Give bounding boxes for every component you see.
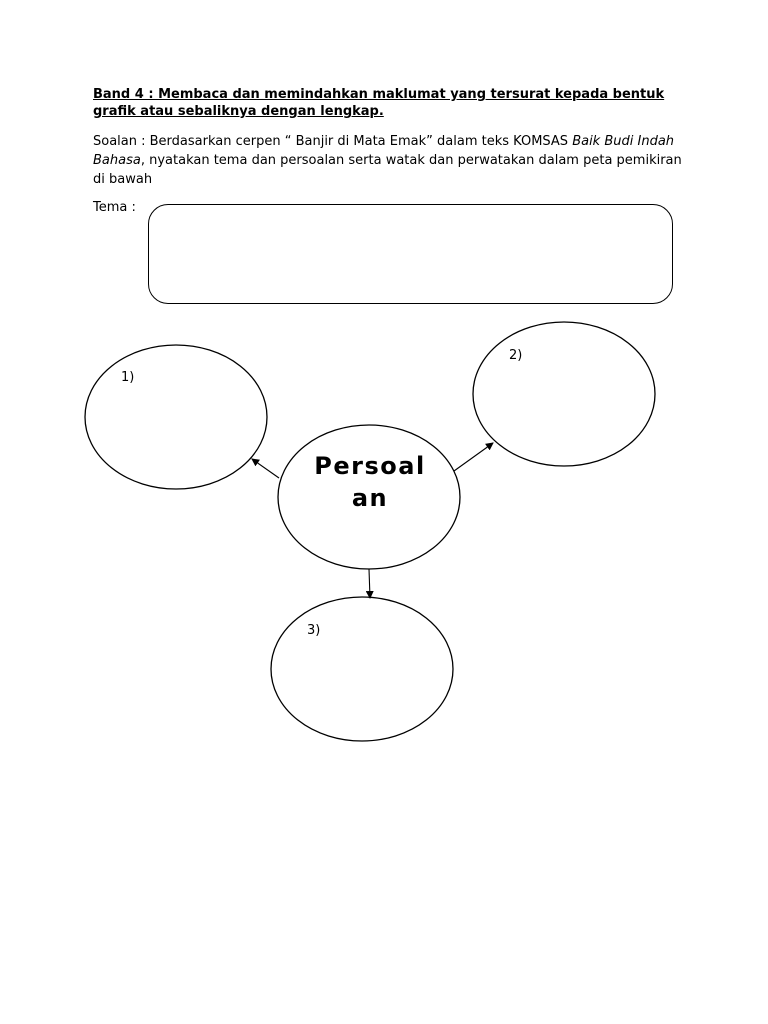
bubble-3[interactable] [271,597,453,741]
tema-label: Tema : [93,200,136,215]
question-prefix: Soalan : Berdasarkan cerpen “ Banjir di Mata Emak” dalam teks KOMSAS [93,134,573,149]
center-label [300,450,440,514]
center-label-line2: an [351,484,389,512]
section-heading: Band 4 : Membaca dan memindahkan maklumat yang tersurat kepada bentuk grafik atau sebaliknya dengan lengkap. [93,87,665,119]
bubble-1[interactable] [85,345,267,489]
bubble-1-label: 1) [121,370,135,385]
bubble-2[interactable] [473,322,655,466]
bubble-2-label: 2) [509,348,523,363]
arrow-to-bubble-1 [252,459,279,478]
book-title: Baik Budi Indah Bahasa [93,134,675,168]
question-suffix: , nyatakan tema dan persoalan serta watak dan perwatakan dalam peta pemikiran di bawah [93,153,682,187]
arrow-to-bubble-2 [454,443,493,471]
arrow-to-bubble-3 [369,569,370,598]
bubble-3-label: 3) [307,623,321,638]
center-label-line1: Persoal [314,452,426,480]
